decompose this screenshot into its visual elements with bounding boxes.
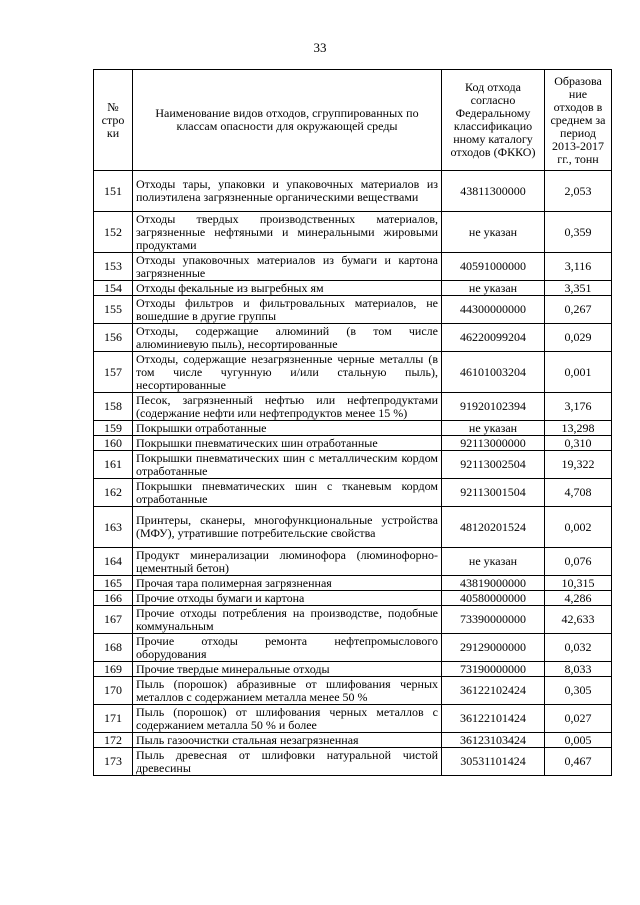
- waste-name-cell: Прочие отходы потребления на производстве, подобные коммунальным: [133, 606, 442, 634]
- waste-amount-cell: 0,076: [545, 548, 612, 576]
- table-row: [94, 479, 612, 507]
- row-number-cell: 163: [94, 507, 133, 548]
- fkko-code-cell: 29129000000: [442, 634, 545, 662]
- waste-amount-cell: 19,322: [545, 451, 612, 479]
- waste-amount-cell: 4,286: [545, 591, 612, 606]
- fkko-code-cell: 30531101424: [442, 748, 545, 776]
- waste-name-cell: Отходы тары, упаковки и упаковочных материалов из полиэтилена загрязненные органическими веществами: [133, 171, 442, 212]
- row-number-cell: 156: [94, 324, 133, 352]
- waste-amount-cell: 0,310: [545, 436, 612, 451]
- waste-name-cell: Отходы упаковочных материалов из бумаги и картона загрязненные: [133, 253, 442, 281]
- waste-name-cell: Песок, загрязненный нефтью или нефтепродуктами (содержание нефти или нефтепродуктов менее 15 %): [133, 393, 442, 421]
- waste-amount-cell: 0,032: [545, 634, 612, 662]
- waste-table: [93, 69, 612, 776]
- fkko-code-cell: 92113000000: [442, 436, 545, 451]
- table-row: [94, 171, 612, 212]
- fkko-code-cell: не указан: [442, 281, 545, 296]
- waste-name-cell: Пыль (порошок) от шлифования черных металлов с содержанием металла 50 % и более: [133, 705, 442, 733]
- table-row: [94, 421, 612, 436]
- fkko-code-cell: 92113001504: [442, 479, 545, 507]
- header-waste-name: Наименование видов отходов, сгруппированных по классам опасности для окружающей среды: [133, 70, 442, 171]
- waste-amount-cell: 3,176: [545, 393, 612, 421]
- waste-name-cell: Пыль древесная от шлифовки натуральной чистой древесины: [133, 748, 442, 776]
- fkko-code-cell: 43819000000: [442, 576, 545, 591]
- row-number-cell: 172: [94, 733, 133, 748]
- waste-name-cell: Покрышки пневматических шин с металлическим кордом отработанные: [133, 451, 442, 479]
- row-number-cell: 155: [94, 296, 133, 324]
- fkko-code-cell: не указан: [442, 548, 545, 576]
- row-number-cell: 170: [94, 677, 133, 705]
- waste-amount-cell: 2,053: [545, 171, 612, 212]
- header-fkko-code: Код отхода согласно Федеральному классификацио нному каталогу отходов (ФККО): [442, 70, 545, 171]
- table-row: [94, 296, 612, 324]
- waste-amount-cell: 4,708: [545, 479, 612, 507]
- waste-name-cell: Пыль газоочистки стальная незагрязненная: [133, 733, 442, 748]
- waste-amount-cell: 0,002: [545, 507, 612, 548]
- table-row: [94, 677, 612, 705]
- table-row: [94, 212, 612, 253]
- waste-amount-cell: 0,305: [545, 677, 612, 705]
- fkko-code-cell: 48120201524: [442, 507, 545, 548]
- table-row: [94, 393, 612, 421]
- table-header: [94, 70, 612, 171]
- table-row: [94, 634, 612, 662]
- row-number-cell: 162: [94, 479, 133, 507]
- waste-name-cell: Отходы, содержащие алюминий (в том числе алюминиевую пыль), несортированные: [133, 324, 442, 352]
- waste-amount-cell: 0,467: [545, 748, 612, 776]
- fkko-code-cell: 73190000000: [442, 662, 545, 677]
- waste-name-cell: Отходы фильтров и фильтровальных материалов, не вошедшие в другие группы: [133, 296, 442, 324]
- fkko-code-cell: 91920102394: [442, 393, 545, 421]
- table-row: [94, 576, 612, 591]
- row-number-cell: 166: [94, 591, 133, 606]
- waste-name-cell: Отходы фекальные из выгребных ям: [133, 281, 442, 296]
- table-row: [94, 436, 612, 451]
- waste-name-cell: Отходы твердых производственных материалов, загрязненные нефтяными и минеральными жировыми продуктами: [133, 212, 442, 253]
- waste-amount-cell: 0,005: [545, 733, 612, 748]
- table-row: [94, 662, 612, 677]
- table-row: [94, 591, 612, 606]
- row-number-cell: 152: [94, 212, 133, 253]
- waste-amount-cell: 0,029: [545, 324, 612, 352]
- fkko-code-cell: 92113002504: [442, 451, 545, 479]
- table-row: [94, 451, 612, 479]
- row-number-cell: 165: [94, 576, 133, 591]
- waste-amount-cell: 3,116: [545, 253, 612, 281]
- row-number-cell: 157: [94, 352, 133, 393]
- table-row: [94, 253, 612, 281]
- waste-name-cell: Прочие отходы бумаги и картона: [133, 591, 442, 606]
- waste-amount-cell: 8,033: [545, 662, 612, 677]
- waste-amount-cell: 0,359: [545, 212, 612, 253]
- page-number: 33: [313, 40, 327, 55]
- table-row: [94, 606, 612, 634]
- header-waste-amount: Образова ние отходов в среднем за период 2013-2017 гг., тонн: [545, 70, 612, 171]
- table-row: [94, 733, 612, 748]
- fkko-code-cell: 43811300000: [442, 171, 545, 212]
- table-row: [94, 548, 612, 576]
- table-row: [94, 352, 612, 393]
- fkko-code-cell: не указан: [442, 421, 545, 436]
- waste-name-cell: Покрышки пневматических шин с тканевым кордом отработанные: [133, 479, 442, 507]
- fkko-code-cell: 36123103424: [442, 733, 545, 748]
- waste-name-cell: Продукт минерализации люминофора (люминофорно-цементный бетон): [133, 548, 442, 576]
- table-row: [94, 507, 612, 548]
- header-row: [94, 70, 612, 171]
- waste-amount-cell: 0,001: [545, 352, 612, 393]
- fkko-code-cell: 46101003204: [442, 352, 545, 393]
- row-number-cell: 161: [94, 451, 133, 479]
- waste-name-cell: Принтеры, сканеры, многофункциональные устройства (МФУ), утратившие потребительские свойства: [133, 507, 442, 548]
- fkko-code-cell: 40591000000: [442, 253, 545, 281]
- fkko-code-cell: 73390000000: [442, 606, 545, 634]
- row-number-cell: 169: [94, 662, 133, 677]
- waste-amount-cell: 0,267: [545, 296, 612, 324]
- fkko-code-cell: 36122102424: [442, 677, 545, 705]
- waste-name-cell: Прочая тара полимерная загрязненная: [133, 576, 442, 591]
- waste-amount-cell: 42,633: [545, 606, 612, 634]
- waste-name-cell: Покрышки отработанные: [133, 421, 442, 436]
- waste-name-cell: Прочие твердые минеральные отходы: [133, 662, 442, 677]
- fkko-code-cell: 44300000000: [442, 296, 545, 324]
- fkko-code-cell: 46220099204: [442, 324, 545, 352]
- row-number-cell: 154: [94, 281, 133, 296]
- row-number-cell: 167: [94, 606, 133, 634]
- waste-amount-cell: 0,027: [545, 705, 612, 733]
- fkko-code-cell: 36122101424: [442, 705, 545, 733]
- table-row: [94, 324, 612, 352]
- row-number-cell: 164: [94, 548, 133, 576]
- row-number-cell: 158: [94, 393, 133, 421]
- row-number-cell: 160: [94, 436, 133, 451]
- waste-amount-cell: 10,315: [545, 576, 612, 591]
- header-row-number: № стро ки: [94, 70, 133, 171]
- row-number-cell: 171: [94, 705, 133, 733]
- table-row: [94, 281, 612, 296]
- row-number-cell: 153: [94, 253, 133, 281]
- waste-amount-cell: 13,298: [545, 421, 612, 436]
- fkko-code-cell: не указан: [442, 212, 545, 253]
- row-number-cell: 173: [94, 748, 133, 776]
- fkko-code-cell: 40580000000: [442, 591, 545, 606]
- waste-amount-cell: 3,351: [545, 281, 612, 296]
- table-body: [94, 171, 612, 776]
- row-number-cell: 159: [94, 421, 133, 436]
- waste-name-cell: Прочие отходы ремонта нефтепромыслового оборудования: [133, 634, 442, 662]
- waste-name-cell: Покрышки пневматических шин отработанные: [133, 436, 442, 451]
- waste-name-cell: Пыль (порошок) абразивные от шлифования черных металлов с содержанием металла менее 50 %: [133, 677, 442, 705]
- waste-name-cell: Отходы, содержащие незагрязненные черные металлы (в том числе чугунную и/или стальную пыль), несортированные: [133, 352, 442, 393]
- table-row: [94, 705, 612, 733]
- row-number-cell: 168: [94, 634, 133, 662]
- row-number-cell: 151: [94, 171, 133, 212]
- table-row: [94, 748, 612, 776]
